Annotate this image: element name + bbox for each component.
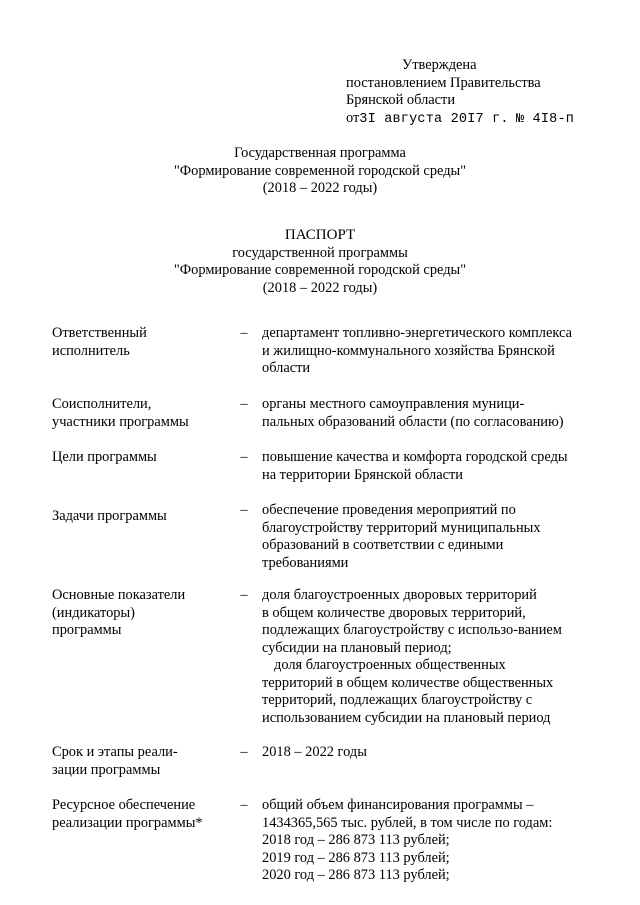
passport-heading-block	[0, 227, 640, 297]
row-label: Основные показатели (индикаторы) программы	[52, 587, 186, 638]
approval-number: № 4I8-п	[515, 111, 575, 127]
approval-authority: постановлением Правительства	[346, 74, 541, 91]
program-title-line-2: "Формирование современной городской среды"	[173, 162, 467, 179]
row-value: повышение качества и комфорта городской среды на территории Брянской области	[262, 449, 568, 483]
approval-date-line	[346, 110, 574, 129]
row-value: доля благоустроенных дворовых территорий в общем количестве дворовых территорий, подлежащих благоустройству с использо-ванием субсидии на плановый период; доля благоустроенных общественных территорий в общем количестве общественных территорий, подлежащих благоустройству с использованием субсидии на плановый период	[262, 587, 562, 726]
approval-region: Брянской области	[346, 92, 456, 108]
row-dash: –	[240, 587, 248, 603]
row-value: общий объем финансирования программы – 1434365,565 тыс. рублей, в том числе по годам: 2018 год – 286 873 113 рублей; 2019 год – 286 873 113 рублей; 2020 год – 286 873 113 рублей;	[262, 797, 553, 883]
passport-line-2: "Формирование современной городской среды"	[173, 262, 467, 278]
passport-line-1: государственной программы	[232, 244, 408, 261]
passport-line-3: (2018 – 2022 годы)	[262, 279, 378, 296]
program-title-line-1: Государственная программа	[234, 145, 406, 161]
row-label: Ответственный исполнитель	[52, 325, 147, 359]
approval-stamp	[346, 57, 574, 128]
row-dash: –	[240, 744, 248, 760]
row-dash: –	[240, 396, 248, 412]
row-dash: –	[240, 502, 248, 518]
row-label: Задачи программы	[52, 508, 167, 524]
row-value: органы местного самоуправления муници- пальных образований области (по согласованию)	[262, 396, 564, 430]
program-title-line-3: (2018 – 2022 годы)	[262, 180, 378, 196]
row-dash: –	[240, 449, 248, 465]
approval-date: 3I августа 20I7 г.	[359, 111, 509, 127]
approval-date-prefix: от	[346, 109, 360, 126]
passport-heading: ПАСПОРТ	[284, 227, 356, 243]
approval-title: Утверждена	[402, 57, 477, 73]
row-label: Ресурсное обеспечение реализации программы*	[52, 797, 203, 831]
row-dash: –	[240, 325, 248, 341]
row-label: Соисполнители, участники программы	[52, 396, 189, 430]
row-label: Срок и этапы реали- зации программы	[52, 744, 178, 778]
row-value: департамент топливно-энергетического комплекса и жилищно-коммунального хозяйства Брянской области	[262, 325, 572, 376]
row-value: 2018 – 2022 годы	[262, 744, 367, 760]
program-title	[0, 145, 640, 198]
row-value: обеспечение проведения мероприятий по благоустройству территорий муниципальных образований в соответствии с едиными требованиями	[262, 502, 541, 571]
row-label: Цели программы	[52, 449, 157, 465]
row-dash: –	[240, 797, 248, 813]
